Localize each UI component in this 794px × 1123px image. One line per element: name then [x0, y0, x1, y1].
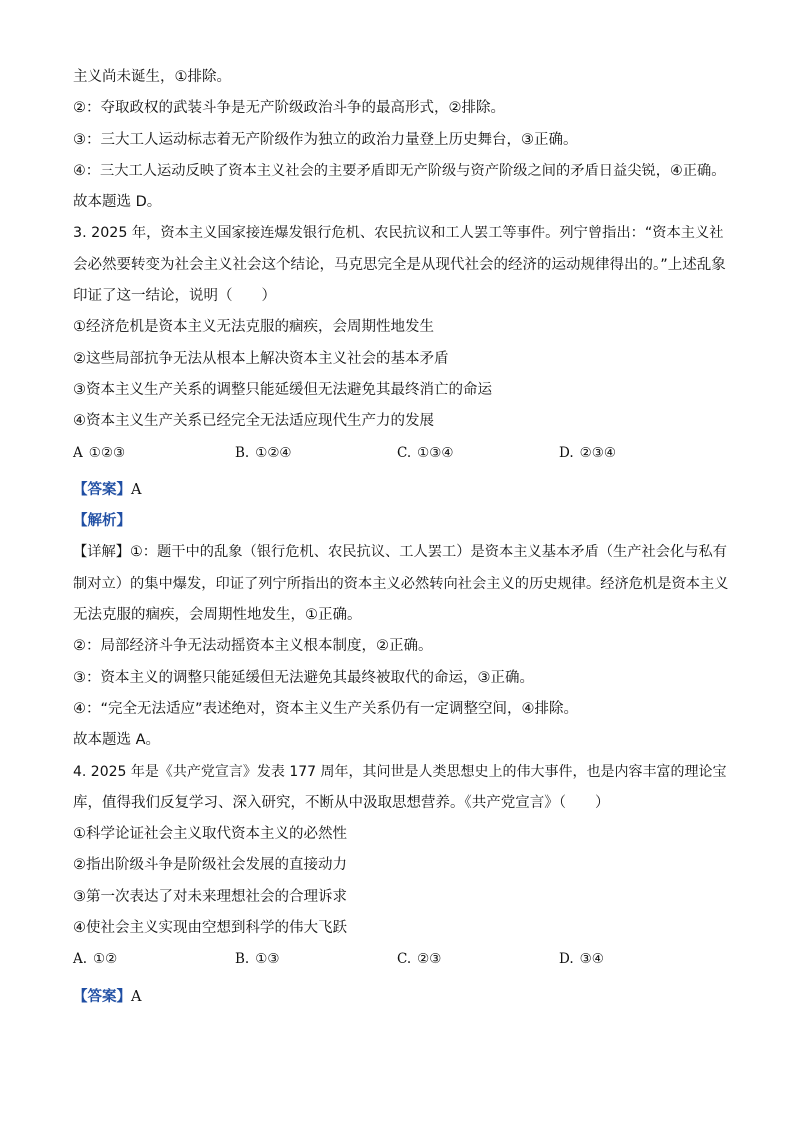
statement-item: ②指出阶级斗争是阶级社会发展的直接动力 [73, 857, 347, 874]
analysis-conclusion: 故本题选 D。 [73, 194, 162, 211]
question-stem-line: 3. 2025 年，资本主义国家接连爆发银行危机、农民抗议和工人罢工等事件。列宁曾指出：“资本主义社 [73, 225, 724, 242]
question-4 [73, 757, 734, 1013]
analysis-tag: 【解析】 [73, 513, 131, 530]
option-a: A. ①② [73, 951, 118, 968]
detail-line: 制对立）的集中爆发，印证了列宁所指出的资本主义必然转向社会主义的历史规律。经济危机是资本主义 [73, 575, 729, 592]
option-b: B. ①③ [235, 951, 280, 968]
statement-item: ①科学论证社会主义取代资本主义的必然性 [73, 826, 347, 843]
question-stem-line: 4. 2025 年是《共产党宣言》发表 177 周年，其问世是人类思想史上的伟大事件，也是内容丰富的理论宝 [73, 763, 727, 780]
option-a: A ①②③ [73, 444, 126, 461]
detail-tag: 【详解】 [73, 544, 131, 561]
analysis-line: ④：三大工人运动反映了资本主义社会的主要矛盾即无产阶级与资产阶级之间的矛盾日益尖锐，④正确。 [73, 162, 726, 179]
statement-item: ①经济危机是资本主义无法克服的痼疾，会周期性地发生 [73, 319, 434, 336]
option-d: D. ③④ [559, 951, 604, 968]
answer-value: A [131, 988, 142, 1005]
answer-options [73, 944, 734, 975]
statement-item: ③第一次表达了对未来理想社会的合理诉求 [73, 888, 347, 905]
note-line: ④：“完全无法适应”表述绝对，资本主义生产关系仍有一定调整空间，④排除。 [73, 700, 579, 717]
analysis-line: 主义尚未诞生，①排除。 [73, 69, 231, 85]
answer-tag: 【答案】 [73, 988, 131, 1005]
analysis-heading [73, 506, 734, 537]
question-stem-line: 会必然要转变为社会主义社会这个结论，马克思完全是从现代社会的经济的运动规律得出的。”上述乱象 [73, 256, 726, 273]
question-stem-line: 库，值得我们反复学习、深入研究，不断从中汲取思想营养。《共产党宣言》（ ） [73, 794, 610, 811]
detail-line: 【详解】①：题干中的乱象（银行危机、农民抗议、工人罢工）是资本主义基本矛盾（生产社会化与私有 [73, 544, 728, 561]
previous-analysis [73, 62, 734, 218]
note-line: ③：资本主义的调整只能延缓但无法避免其最终被取代的命运，③正确。 [73, 669, 534, 686]
option-b: B. ①②④ [235, 444, 292, 461]
analysis-line: ③：三大工人运动标志着无产阶级作为独立的政治力量登上历史舞台，③正确。 [73, 131, 578, 148]
statement-item: ④使社会主义实现由空想到科学的伟大飞跃 [73, 920, 347, 937]
statement-item: ④资本主义生产关系已经完全无法适应现代生产力的发展 [73, 413, 434, 430]
question-stem-line: 印证了这一结论，说明（ ） [73, 288, 276, 305]
answer-line [73, 475, 734, 506]
statement-item: ②这些局部抗争无法从根本上解决资本主义社会的基本矛盾 [73, 350, 449, 367]
question-3 [73, 218, 734, 756]
analysis-line: ②：夺取政权的武装斗争是无产阶级政治斗争的最高形式，②排除。 [73, 100, 505, 117]
answer-line [73, 982, 734, 1013]
note-conclusion: 故本题选 A。 [73, 732, 161, 749]
answer-tag: 【答案】 [73, 481, 131, 498]
answer-options [73, 438, 734, 469]
detail-line: 无法克服的痼疾，会周期性地发生，①正确。 [73, 607, 362, 624]
note-line: ②：局部经济斗争无法动摇资本主义根本制度，②正确。 [73, 638, 433, 655]
option-d: D. ②③④ [559, 444, 616, 461]
statement-item: ③资本主义生产关系的调整只能延缓但无法避免其最终消亡的命运 [73, 381, 492, 398]
answer-value: A [131, 481, 142, 498]
option-c: C. ②③ [397, 951, 442, 968]
option-c: C. ①③④ [397, 444, 454, 461]
